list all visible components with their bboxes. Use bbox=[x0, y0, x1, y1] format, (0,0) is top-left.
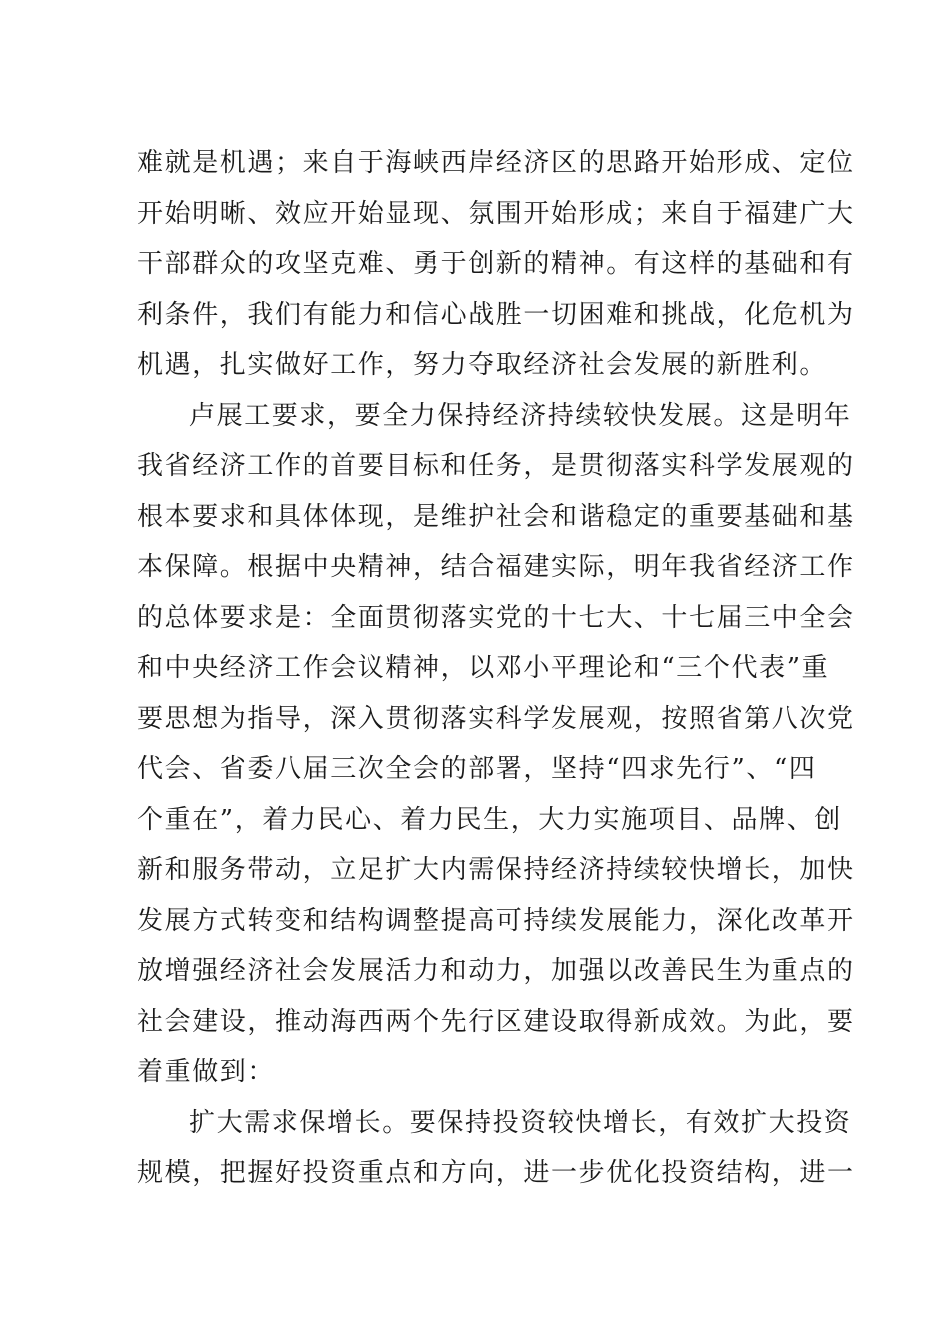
paragraph-line: 着重做到： bbox=[137, 1057, 276, 1087]
paragraph-line: 放增强经济社会发展活力和动力，加强以改善民生为重点的 bbox=[137, 956, 855, 986]
paragraph-line: 代会、省委八届三次全会的部署，坚持“四求先行”、“四 bbox=[137, 754, 817, 784]
paragraph-line: 利条件，我们有能力和信心战胜一切困难和挑战，化危机为 bbox=[137, 299, 855, 330]
paragraph-line: 扩大需求保增长。要保持投资较快增长，有效扩大投资 bbox=[189, 1107, 852, 1138]
paragraph-line: 社会建设，推动海西两个先行区建设取得新成效。为此，要 bbox=[137, 1006, 855, 1037]
paragraph-line: 规模，把握好投资重点和方向，进一步优化投资结构，进一 bbox=[137, 1158, 855, 1188]
paragraph-2 bbox=[137, 391, 855, 1098]
paragraph-line: 新和服务带动，立足扩大内需保持经济持续较快增长，加快 bbox=[137, 855, 855, 885]
paragraph-line: 难就是机遇；来自于海峡西岸经济区的思路开始形成、定位 bbox=[137, 148, 855, 178]
paragraph-line: 的总体要求是：全面贯彻落实党的十七大、十七届三中全会 bbox=[137, 602, 855, 633]
paragraph-line: 根本要求和具体体现，是维护社会和谐稳定的重要基础和基 bbox=[137, 501, 855, 532]
document-body bbox=[137, 138, 855, 1199]
paragraph-line: 开始明晰、效应开始显现、氛围开始形成；来自于福建广大 bbox=[137, 198, 855, 229]
paragraph-line: 发展方式转变和结构调整提高可持续发展能力，深化改革开 bbox=[137, 905, 855, 936]
paragraph-line: 卢展工要求，要全力保持经济持续较快发展。这是明年 bbox=[189, 400, 852, 431]
paragraph-line: 本保障。根据中央精神，结合福建实际，明年我省经济工作 bbox=[137, 552, 855, 582]
paragraph-line: 要思想为指导，深入贯彻落实科学发展观，按照省第八次党 bbox=[137, 703, 855, 734]
paragraph-line: 机遇，扎实做好工作，努力夺取经济社会发展的新胜利。 bbox=[137, 350, 828, 380]
paragraph-line: 个重在”，着力民心、着力民生，大力实施项目、品牌、创 bbox=[137, 804, 842, 835]
paragraph-line: 干部群众的攻坚克难、勇于创新的精神。有这样的基础和有 bbox=[137, 249, 855, 279]
paragraph-line: 和中央经济工作会议精神，以邓小平理论和“三个代表”重 bbox=[137, 653, 830, 683]
paragraph-3 bbox=[137, 1098, 855, 1199]
paragraph-line: 我省经济工作的首要目标和任务，是贯彻落实科学发展观的 bbox=[137, 451, 855, 481]
paragraph-1 bbox=[137, 138, 855, 391]
